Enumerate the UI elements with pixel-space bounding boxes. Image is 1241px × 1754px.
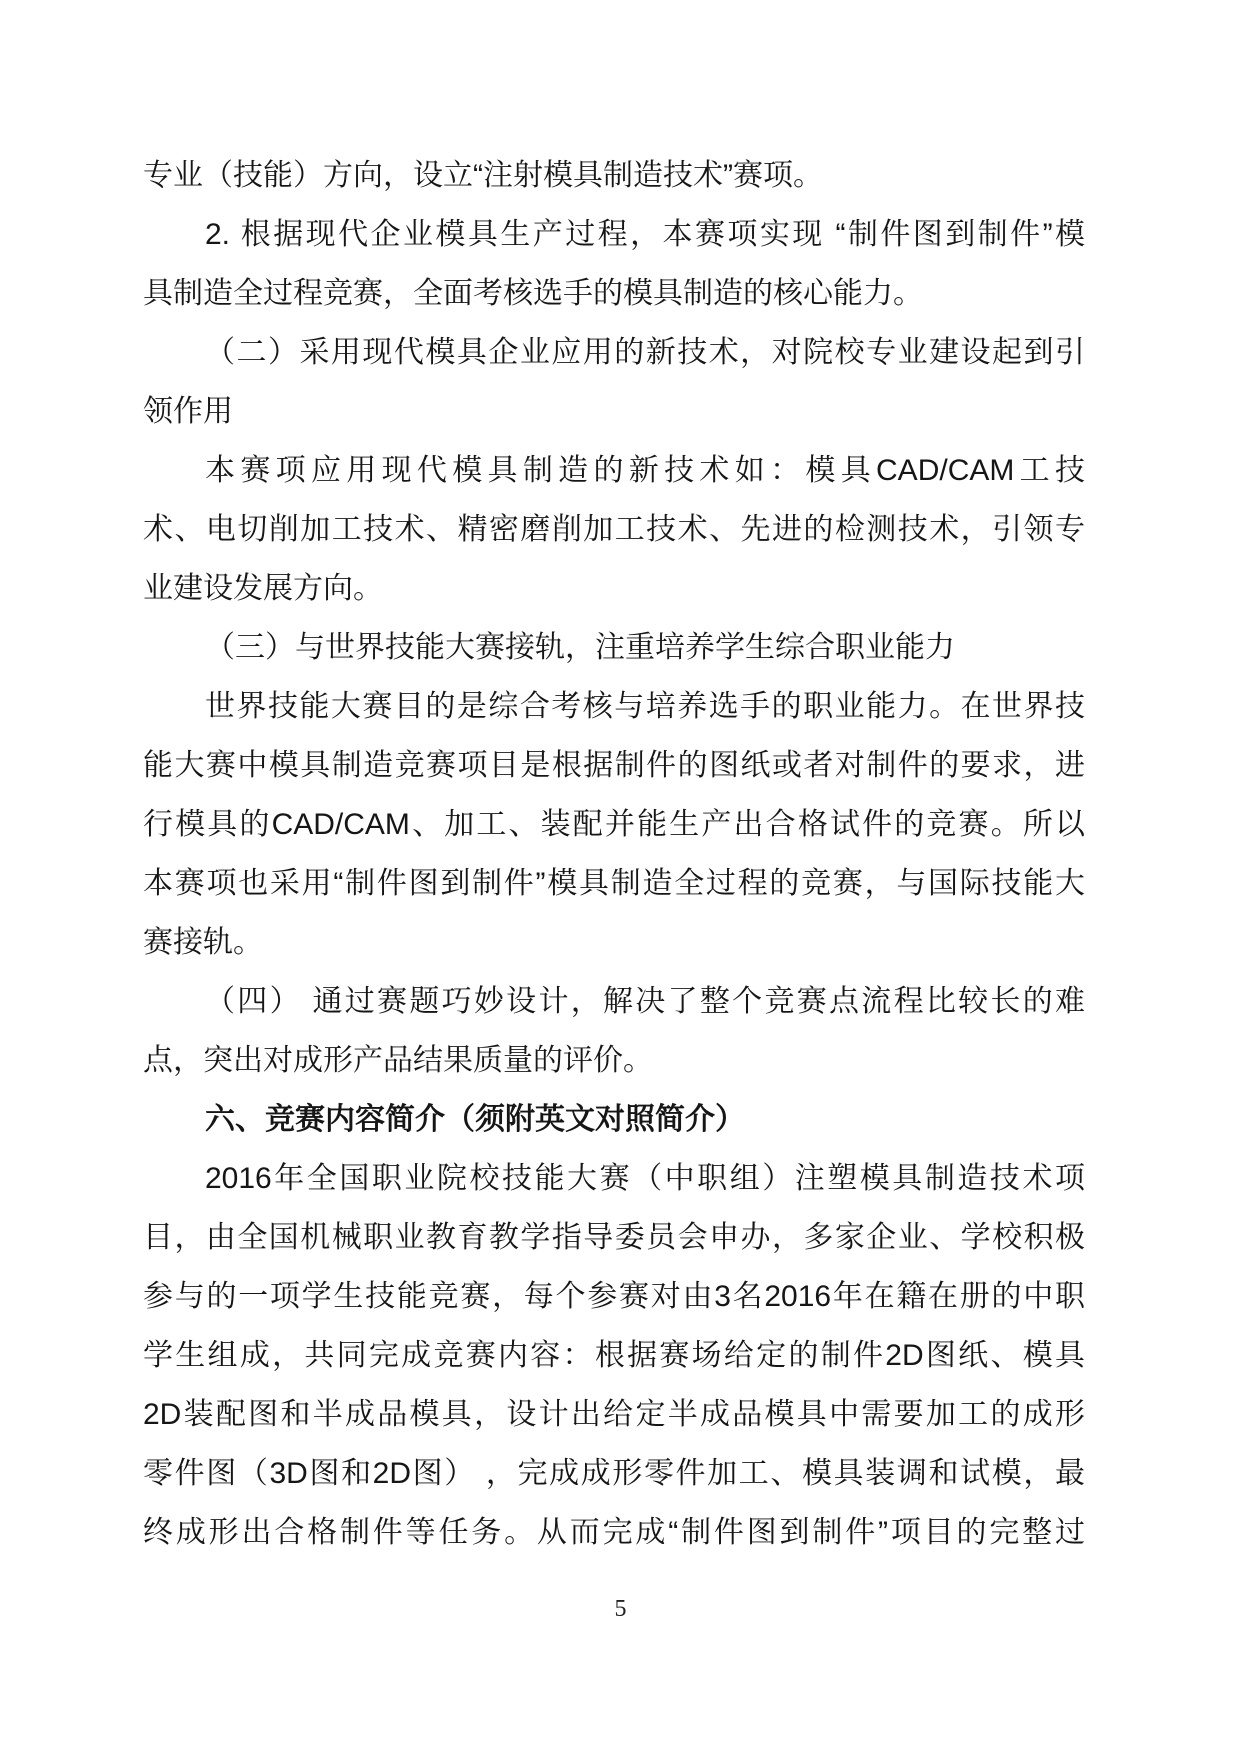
text-line: 领作用 <box>143 395 233 428</box>
text-line: 目，由全国机械职业教育教学指导委员会申办，多家企业、学校积极 <box>143 1221 1085 1254</box>
text-line: 业建设发展方向。 <box>143 572 383 605</box>
text-line: 术、电切削加工技术、精密磨削加工技术、先进的检测技术，引领专 <box>143 513 1085 546</box>
text-line: （四） 通过赛题巧妙设计，解决了整个竞赛点流程比较长的难 <box>205 985 1085 1018</box>
text-line: 参与的一项学生技能竞赛，每个参赛对由3名2016年在籍在册的中职 <box>143 1280 1085 1313</box>
text-line: 世界技能大赛目的是综合考核与培养选手的职业能力。在世界技 <box>205 690 1085 723</box>
text-line: 2D装配图和半成品模具，设计出给定半成品模具中需要加工的成形 <box>143 1398 1085 1431</box>
section-heading: 六、竞赛内容简介（须附英文对照简介） <box>205 1103 745 1136</box>
text-line: 能大赛中模具制造竞赛项目是根据制件的图纸或者对制件的要求，进 <box>143 749 1085 782</box>
text-line: 2. 根据现代企业模具生产过程，本赛项实现 “制件图到制件”模 <box>205 218 1085 251</box>
text-line: 具制造全过程竞赛，全面考核选手的模具制造的核心能力。 <box>143 277 923 310</box>
text-line: 终成形出合格制件等任务。从而完成“制件图到制件”项目的完整过 <box>143 1516 1085 1549</box>
text-line: 学生组成，共同完成竞赛内容：根据赛场给定的制件2D图纸、模具 <box>143 1339 1085 1372</box>
text-line: 行模具的CAD/CAM、加工、装配并能生产出合格试件的竞赛。所以 <box>143 808 1085 841</box>
text-line: （二）采用现代模具企业应用的新技术，对院校专业建设起到引 <box>205 336 1085 369</box>
text-line: 本赛项应用现代模具制造的新技术如：模具CAD/CAM工技 <box>205 454 1085 487</box>
text-line: 赛接轨。 <box>143 926 263 959</box>
text-line: 点，突出对成形产品结果质量的评价。 <box>143 1044 653 1077</box>
text-line: 专业（技能）方向，设立“注射模具制造技术”赛项。 <box>143 159 823 192</box>
page-number: 5 <box>614 1596 627 1622</box>
text-line: 本赛项也采用“制件图到制件”模具制造全过程的竞赛，与国际技能大 <box>143 867 1085 900</box>
subsection-heading: （三）与世界技能大赛接轨，注重培养学生综合职业能力 <box>205 631 955 664</box>
text-line: 零件图（3D图和2D图） ，完成成形零件加工、模具装调和试模，最 <box>143 1457 1085 1490</box>
document-body <box>143 146 1085 1562</box>
text-line: 2016年全国职业院校技能大赛（中职组）注塑模具制造技术项 <box>205 1162 1085 1195</box>
